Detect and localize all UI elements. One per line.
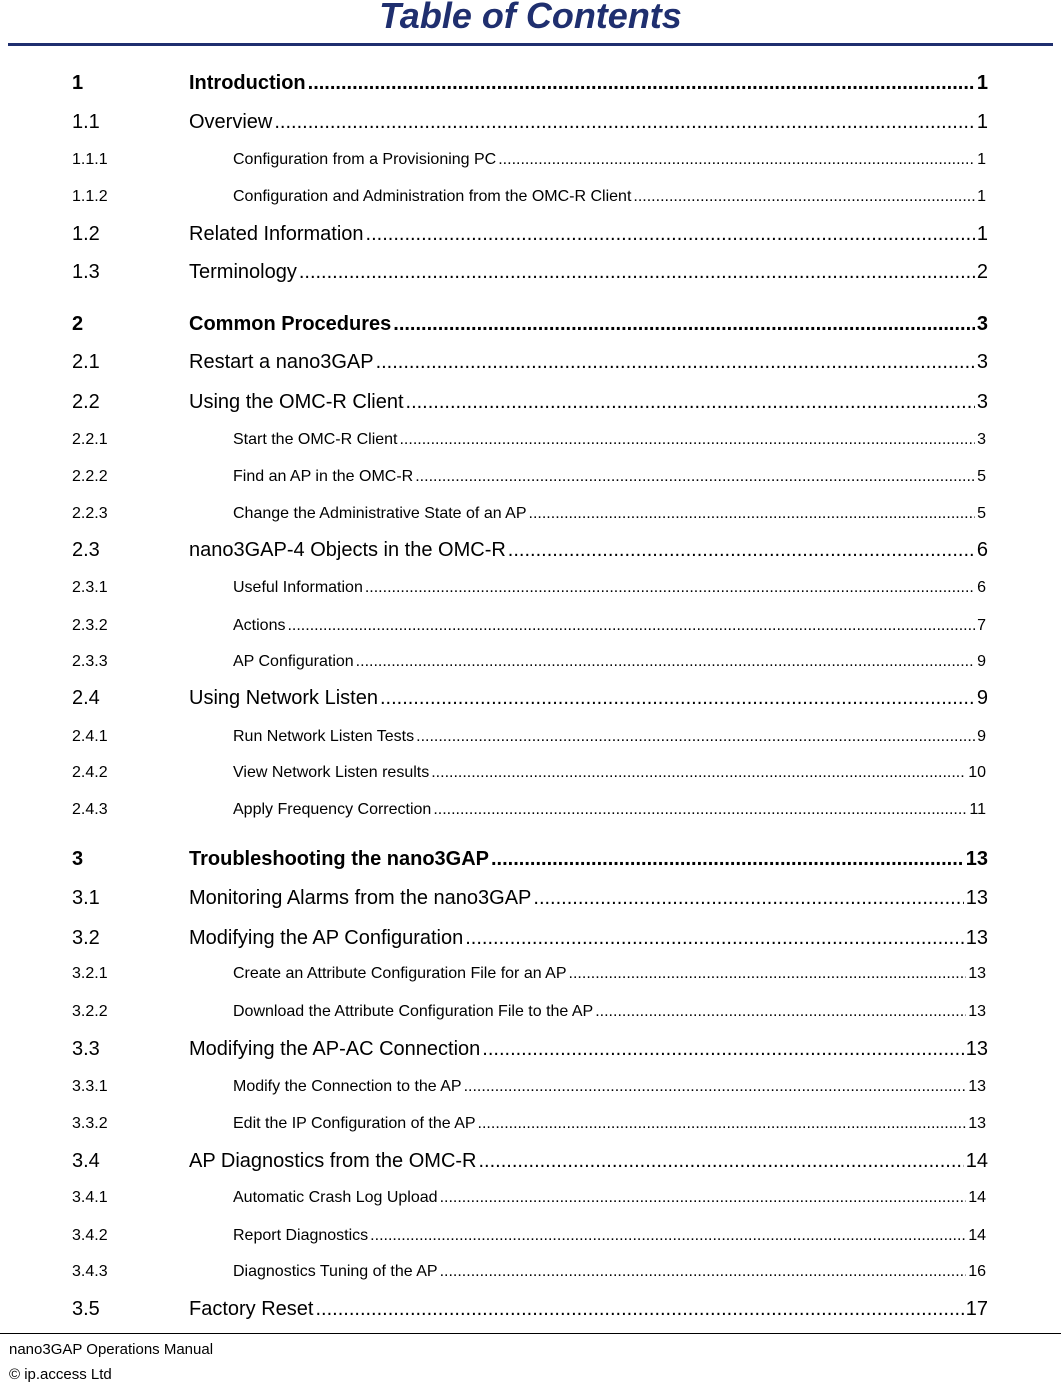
toc-entry-title: Introduction — [189, 72, 306, 94]
toc-entry-body — [233, 801, 986, 819]
toc-dot-leader — [287, 617, 975, 635]
toc-dot-leader — [533, 887, 963, 910]
toc-dot-leader — [498, 151, 975, 169]
toc-entry-number: 1.1.1 — [72, 151, 108, 168]
toc-entry-body — [233, 653, 986, 671]
toc-entry-title: Start the OMC-R Client — [233, 431, 398, 448]
toc-entry-body — [189, 927, 988, 950]
toc-entry-body — [233, 965, 986, 983]
toc-entry-title: Common Procedures — [189, 313, 392, 335]
toc-entry-body — [189, 687, 988, 710]
toc-entry-body — [233, 431, 986, 449]
toc-dot-leader — [308, 72, 975, 95]
toc-entry-body — [189, 1150, 988, 1173]
toc-entry-number: 3.5 — [72, 1298, 100, 1320]
toc-entry-page: 13 — [965, 887, 988, 909]
title-divider — [8, 43, 1053, 46]
toc-entry-number: 3.2 — [72, 927, 100, 949]
toc-entry-number: 2.2.1 — [72, 431, 108, 448]
toc-dot-leader — [595, 1003, 966, 1021]
toc-entry-body — [233, 151, 986, 169]
toc-entry-body — [189, 72, 988, 95]
toc-entry-title: Troubleshooting the nano3GAP — [189, 848, 489, 870]
toc-entry-number: 2.3 — [72, 539, 100, 561]
toc-entry-title: AP Diagnostics from the OMC-R — [189, 1150, 477, 1172]
footer-copyright: © ip.access Ltd — [9, 1366, 112, 1383]
toc-entry-body — [189, 111, 988, 134]
toc-entry-number: 3.4.2 — [72, 1227, 108, 1244]
toc-entry-title: Apply Frequency Correction — [233, 801, 432, 818]
toc-dot-leader — [508, 539, 975, 562]
toc-entry-number: 2.3.3 — [72, 653, 108, 670]
toc-dot-leader — [399, 431, 975, 449]
toc-entry-page: 1 — [976, 223, 988, 245]
toc-entry-title: Restart a nano3GAP — [189, 351, 374, 373]
toc-entry-page: 1 — [977, 151, 986, 168]
toc-entry-title: Report Diagnostics — [233, 1227, 369, 1244]
toc-dot-leader — [465, 927, 964, 950]
toc-entry-title: nano3GAP-4 Objects in the OMC-R — [189, 539, 506, 561]
toc-entry-body — [233, 1263, 986, 1281]
toc-entry-number: 2.2 — [72, 391, 100, 413]
toc-entry-body — [233, 188, 986, 206]
toc-entry-number: 1.2 — [72, 223, 100, 245]
toc-entry-body — [233, 617, 986, 635]
toc-entry-title: Edit the IP Configuration of the AP — [233, 1115, 476, 1132]
page-title: Table of Contents — [379, 0, 682, 36]
footer-divider — [0, 1333, 1061, 1334]
toc-entry-number: 2.2.3 — [72, 505, 108, 522]
toc-entry-page: 2 — [976, 261, 988, 283]
toc-entry-page: 5 — [977, 505, 986, 522]
toc-entry-page: 9 — [977, 653, 986, 670]
toc-dot-leader — [478, 1115, 967, 1133]
toc-entry-title: Configuration from a Provisioning PC — [233, 151, 497, 168]
toc-entry-page: 13 — [968, 965, 986, 982]
toc-entry-body — [233, 468, 986, 486]
toc-entry-page: 5 — [977, 468, 986, 485]
toc-entry-body — [233, 1078, 986, 1096]
toc-entry-title: Factory Reset — [189, 1298, 314, 1320]
toc-dot-leader — [431, 764, 966, 782]
toc-entry-number: 1.3 — [72, 261, 100, 283]
toc-entry-title: Modifying the AP Configuration — [189, 927, 464, 949]
toc-entry-body — [233, 1003, 986, 1021]
toc-entry-number: 2 — [72, 313, 84, 335]
toc-entry-title: View Network Listen results — [233, 764, 430, 781]
toc-dot-leader — [464, 1078, 967, 1096]
toc-entry-page: 3 — [977, 431, 986, 448]
footer-manual-title: nano3GAP Operations Manual — [9, 1341, 214, 1358]
toc-entry-title: Actions — [233, 617, 286, 634]
toc-entry-title: Configuration and Administration from the OMC-R Client — [233, 188, 632, 205]
toc-entry-body — [189, 848, 988, 871]
toc-entry-page: 9 — [977, 728, 986, 745]
toc-entry-number: 3.4.1 — [72, 1189, 108, 1206]
toc-entry-number: 2.4.2 — [72, 764, 108, 781]
toc-dot-leader — [380, 687, 975, 710]
toc-entry-page: 6 — [976, 539, 988, 561]
toc-entry-page: 1 — [976, 72, 988, 94]
toc-dot-leader — [433, 801, 967, 819]
toc-entry-number: 3.3.2 — [72, 1115, 108, 1132]
toc-entry-title: Diagnostics Tuning of the AP — [233, 1263, 438, 1280]
toc-entry-title: Using the OMC-R Client — [189, 391, 404, 413]
toc-entry-title: Overview — [189, 111, 273, 133]
toc-entry-body — [189, 391, 988, 414]
toc-dot-leader — [633, 188, 975, 206]
toc-entry-title: Find an AP in the OMC-R — [233, 468, 414, 485]
toc-entry-page: 3 — [976, 391, 988, 413]
toc-entry-body — [233, 728, 986, 746]
toc-dot-leader — [416, 728, 975, 746]
toc-entry-number: 2.1 — [72, 351, 100, 373]
toc-entry-body — [189, 351, 988, 374]
toc-dot-leader — [482, 1038, 963, 1061]
toc-entry-page: 7 — [977, 617, 986, 634]
toc-entry-body — [233, 579, 986, 597]
toc-entry-body — [233, 764, 986, 782]
toc-entry-number: 2.2.2 — [72, 468, 108, 485]
toc-entry-body — [233, 505, 986, 523]
toc-entry-title: Related Information — [189, 223, 364, 245]
toc-dot-leader — [479, 1150, 964, 1173]
toc-entry-page: 1 — [977, 188, 986, 205]
toc-entry-number: 3.2.1 — [72, 965, 108, 982]
toc-entry-title: Download the Attribute Configuration File to the AP — [233, 1003, 594, 1020]
toc-dot-leader — [365, 579, 975, 597]
toc-dot-leader — [406, 391, 975, 414]
toc-entry-title: Create an Attribute Configuration File for an AP — [233, 965, 567, 982]
toc-entry-page: 3 — [976, 351, 988, 373]
toc-entry-body — [189, 1038, 988, 1061]
toc-dot-leader — [315, 1298, 963, 1321]
toc-entry-page: 13 — [965, 927, 988, 949]
toc-entry-number: 3.4 — [72, 1150, 100, 1172]
toc-dot-leader — [370, 1227, 966, 1245]
toc-dot-leader — [440, 1189, 967, 1207]
toc-entry-title: Useful Information — [233, 579, 363, 596]
toc-entry-title: Modifying the AP-AC Connection — [189, 1038, 481, 1060]
toc-dot-leader — [569, 965, 967, 983]
toc-dot-leader — [440, 1263, 967, 1281]
toc-entry-number: 2.3.1 — [72, 579, 108, 596]
toc-entry-body — [233, 1227, 986, 1245]
toc-entry-number: 2.4.3 — [72, 801, 108, 818]
toc-entry-number: 2.4.1 — [72, 728, 108, 745]
toc-dot-leader — [366, 223, 975, 246]
toc-entry-number: 3.1 — [72, 887, 100, 909]
toc-entry-title: Using Network Listen — [189, 687, 378, 709]
toc-dot-leader — [491, 848, 964, 871]
toc-dot-leader — [415, 468, 975, 486]
toc-entry-body — [189, 223, 988, 246]
toc-dot-leader — [274, 111, 975, 134]
toc-entry-number: 3.3.1 — [72, 1078, 108, 1095]
toc-entry-number: 2.3.2 — [72, 617, 108, 634]
toc-entry-title: Run Network Listen Tests — [233, 728, 415, 745]
toc-entry-body — [189, 261, 988, 284]
toc-entry-page: 3 — [976, 313, 988, 335]
toc-entry-number: 3.4.3 — [72, 1263, 108, 1280]
toc-entry-page: 14 — [968, 1227, 986, 1244]
toc-entry-body — [233, 1115, 986, 1133]
toc-dot-leader — [529, 505, 976, 523]
toc-entry-number: 3.3 — [72, 1038, 100, 1060]
toc-entry-number: 1.1 — [72, 111, 100, 133]
toc-dot-leader — [393, 313, 975, 336]
toc-entry-page: 13 — [968, 1003, 986, 1020]
toc-entry-page: 9 — [976, 687, 988, 709]
toc-entry-page: 10 — [968, 764, 986, 781]
toc-entry-title: Automatic Crash Log Upload — [233, 1189, 438, 1206]
toc-entry-number: 3 — [72, 848, 84, 870]
toc-entry-page: 11 — [969, 801, 986, 818]
toc-entry-body — [189, 539, 988, 562]
toc-entry-page: 6 — [977, 579, 986, 596]
toc-dot-leader — [356, 653, 975, 671]
toc-entry-page: 14 — [968, 1189, 986, 1206]
toc-entry-number: 1.1.2 — [72, 188, 108, 205]
toc-entry-page: 13 — [965, 1038, 988, 1060]
toc-entry-body — [189, 1298, 988, 1321]
toc-entry-page: 13 — [968, 1078, 986, 1095]
toc-entry-page: 16 — [968, 1263, 986, 1280]
toc-entry-page: 17 — [965, 1298, 988, 1320]
toc-entry-title: AP Configuration — [233, 653, 354, 670]
toc-entry-title: Terminology — [189, 261, 297, 283]
toc-entry-body — [189, 313, 988, 336]
toc-entry-body — [189, 887, 988, 910]
toc-entry-page: 13 — [968, 1115, 986, 1132]
toc-entry-number: 3.2.2 — [72, 1003, 108, 1020]
toc-entry-number: 1 — [72, 72, 84, 94]
toc-entry-page: 1 — [976, 111, 988, 133]
toc-dot-leader — [299, 261, 975, 284]
toc-entry-title: Change the Administrative State of an AP — [233, 505, 527, 522]
toc-dot-leader — [376, 351, 975, 374]
toc-entry-title: Monitoring Alarms from the nano3GAP — [189, 887, 532, 909]
toc-entry-number: 2.4 — [72, 687, 100, 709]
toc-entry-title: Modify the Connection to the AP — [233, 1078, 462, 1095]
toc-entry-page: 14 — [965, 1150, 988, 1172]
toc-entry-page: 13 — [965, 848, 988, 870]
toc-entry-body — [233, 1189, 986, 1207]
